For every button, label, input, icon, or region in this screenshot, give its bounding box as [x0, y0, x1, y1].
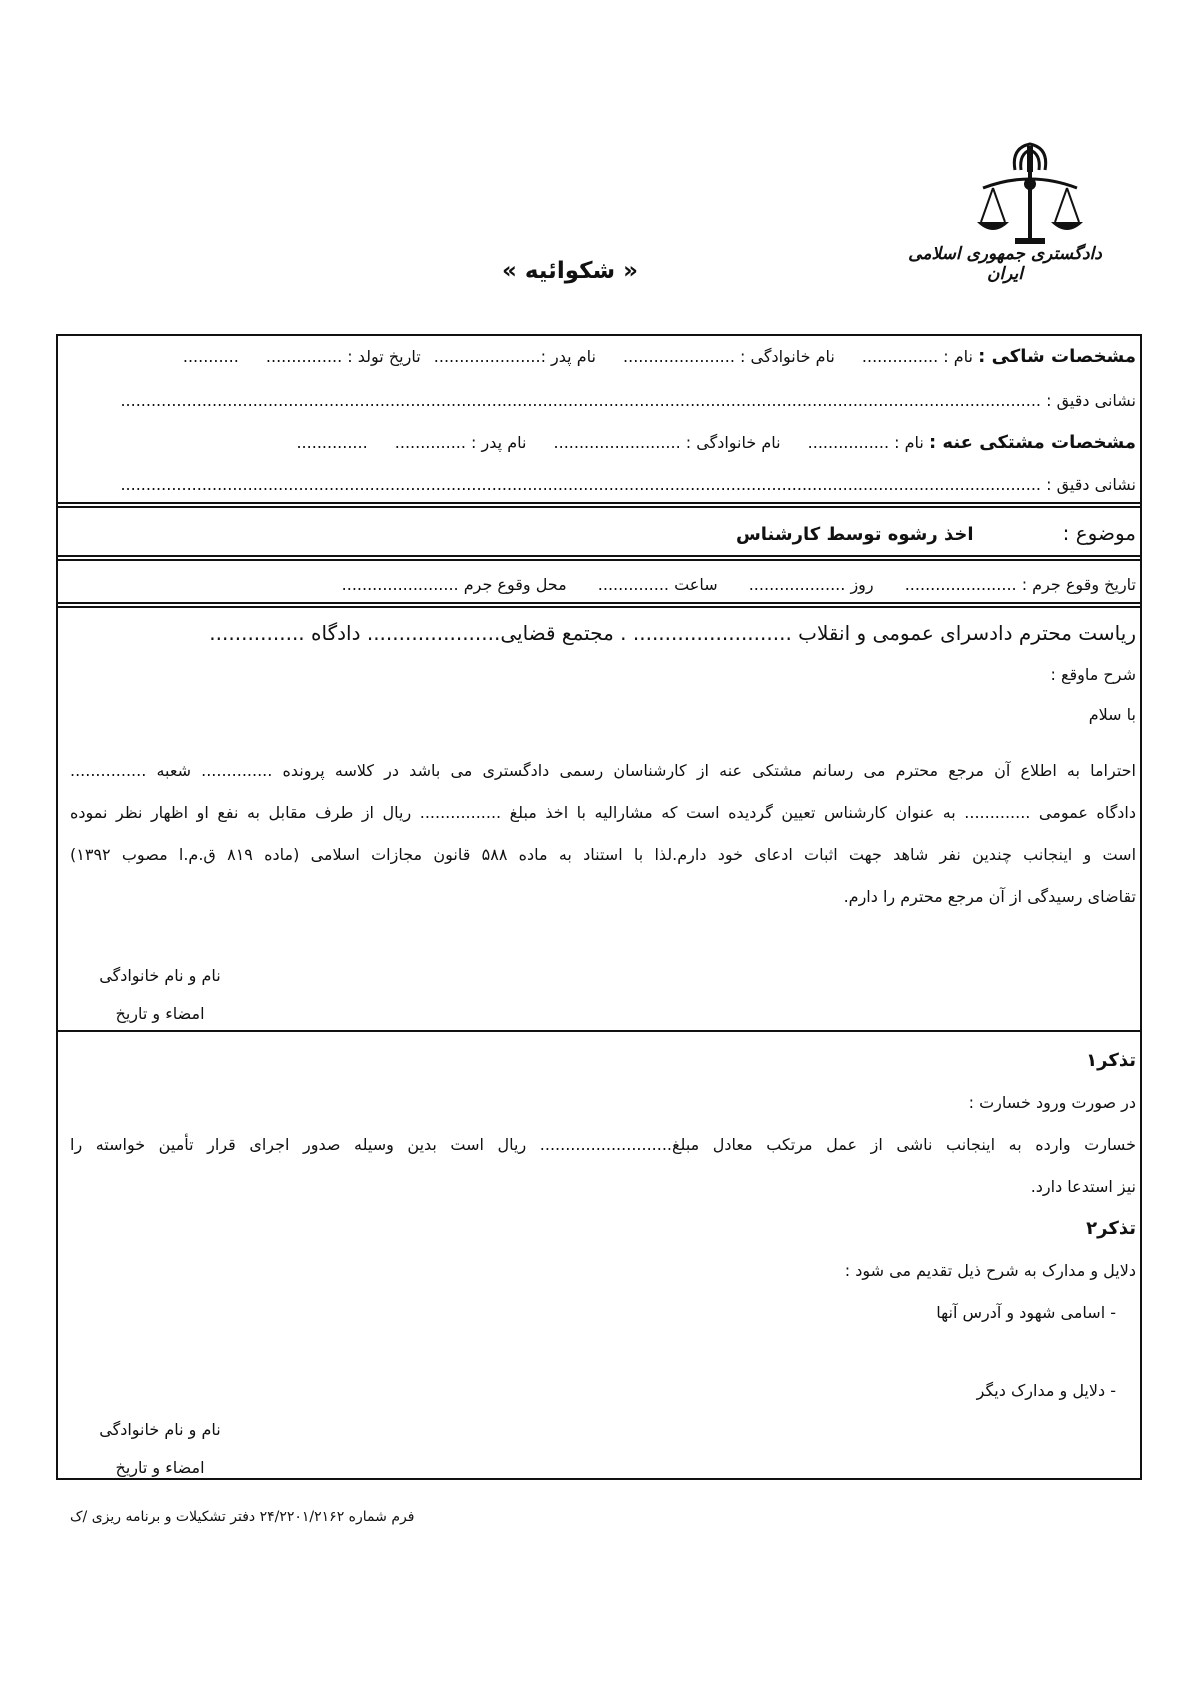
divider-crime: [56, 602, 1142, 608]
body-paragraph-line: دادگاه عمومی ............. به عنوان کارشناس تعیین گردیده است که مشارالیه با اخذ مبلغ ................ ریال از طرف مقابل به نفع او اظهار نظر نموده: [70, 803, 1136, 822]
description-label: شرح ماوقع :: [1050, 665, 1136, 684]
greeting: با سلام: [1088, 705, 1136, 724]
note1-heading: تذکر۱: [1086, 1050, 1136, 1071]
body-paragraph-line: تقاضای رسیدگی از آن مرجع محترم را دارم.: [843, 887, 1136, 906]
crime-date-field[interactable]: تاریخ وقوع جرم : ......................: [904, 575, 1136, 594]
body-paragraph-line: احتراما به اطلاع آن مرجع محترم می رسانم مشتکی عنه از کارشناسان رسمی دادگستری می باشد در کلاسه پرونده .............. شعبه ...............: [70, 761, 1136, 780]
note1-line: نیز استدعا دارد.: [1030, 1177, 1136, 1196]
subject-label: موضوع :: [1062, 521, 1136, 545]
defendant-trail: ..............: [296, 433, 368, 452]
note2-item-evidence: - دلایل و مدارک دیگر: [976, 1381, 1116, 1400]
signature-date-label: امضاء و تاریخ: [115, 1458, 205, 1477]
crime-place-field[interactable]: محل وقوع جرم .......................: [341, 575, 567, 594]
crime-time-field[interactable]: ساعت ..............: [597, 575, 718, 594]
subject-value[interactable]: اخذ رشوه توسط کارشناس: [735, 524, 974, 545]
complainant-family-field[interactable]: نام خانوادگی : ......................: [623, 347, 835, 366]
complainant-label: مشخصات شاکی :: [978, 346, 1136, 367]
note1-sub: در صورت ورود خسارت :: [968, 1093, 1136, 1112]
complainant-address-field[interactable]: نشانی دقیق : .....................................................................................................................................................................................: [120, 391, 1136, 410]
complainant-trail: ...........: [182, 347, 239, 366]
note2-item-witnesses: - اسامی شهود و آدرس آنها: [936, 1303, 1116, 1322]
complainant-name-field[interactable]: نام : ...............: [861, 347, 974, 366]
form-title: « شکوائیه »: [501, 258, 638, 284]
defendant-family-field[interactable]: نام خانوادگی : .........................: [553, 433, 781, 452]
judiciary-emblem-icon: [975, 140, 1085, 250]
form-number-footer: فرم شماره ۲۴/۲۲۰۱/۲۱۶۲ دفتر تشکیلات و برنامه ریزی /ک: [70, 1509, 415, 1525]
complainant-row: [70, 346, 1136, 368]
divider-notes: [56, 1030, 1142, 1032]
crime-row: [70, 574, 1136, 596]
note2-sub: دلایل و مدارک به شرح ذیل تقدیم می شود :: [844, 1261, 1136, 1280]
note2-heading: تذکر۲: [1086, 1218, 1136, 1239]
defendant-address-field[interactable]: نشانی دقیق : .....................................................................................................................................................................................: [120, 475, 1136, 494]
judiciary-name: دادگستری جمهوری اسلامی ایران: [908, 244, 1102, 284]
divider-subject: [56, 555, 1142, 561]
address-line: ریاست محترم دادسرای عمومی و انقلاب ......................... . مجتمع قضایی..................... دادگاه ...............: [209, 621, 1136, 645]
defendant-label: مشخصات مشتکی عنه :: [928, 432, 1136, 453]
defendant-father-field[interactable]: نام پدر : ..............: [394, 433, 527, 452]
complainant-father-field[interactable]: نام پدر :.....................: [433, 347, 596, 366]
defendant-name-field[interactable]: نام : ................: [807, 433, 924, 452]
divider-parties: [56, 502, 1142, 508]
body-paragraph-line: است و اینجانب چندین نفر شاهد جهت اثبات ادعای خود دارم.لذا با استناد به ماده ۵۸۸ قانون مجازات اسلامی (ماده ۸۱۹ ق.م.ا مصوب ۱۳۹۲): [70, 845, 1137, 864]
signature-date-label: امضاء و تاریخ: [115, 1004, 205, 1023]
complainant-birth-field[interactable]: تاریخ تولد : ...............: [265, 347, 421, 366]
note1-line: خسارت وارده به اینجانب ناشی از عمل مرتکب معادل مبلغ.......................... ریال است بدین وسیله صدور اجرای قرار تأمین خواسته را: [70, 1135, 1136, 1154]
defendant-row: [70, 432, 1136, 454]
signature-name-label: نام و نام خانوادگی: [99, 1420, 221, 1439]
subject-row: [70, 522, 1136, 546]
crime-day-field[interactable]: روز ...................: [748, 575, 874, 594]
signature-name-label: نام و نام خانوادگی: [99, 966, 221, 985]
